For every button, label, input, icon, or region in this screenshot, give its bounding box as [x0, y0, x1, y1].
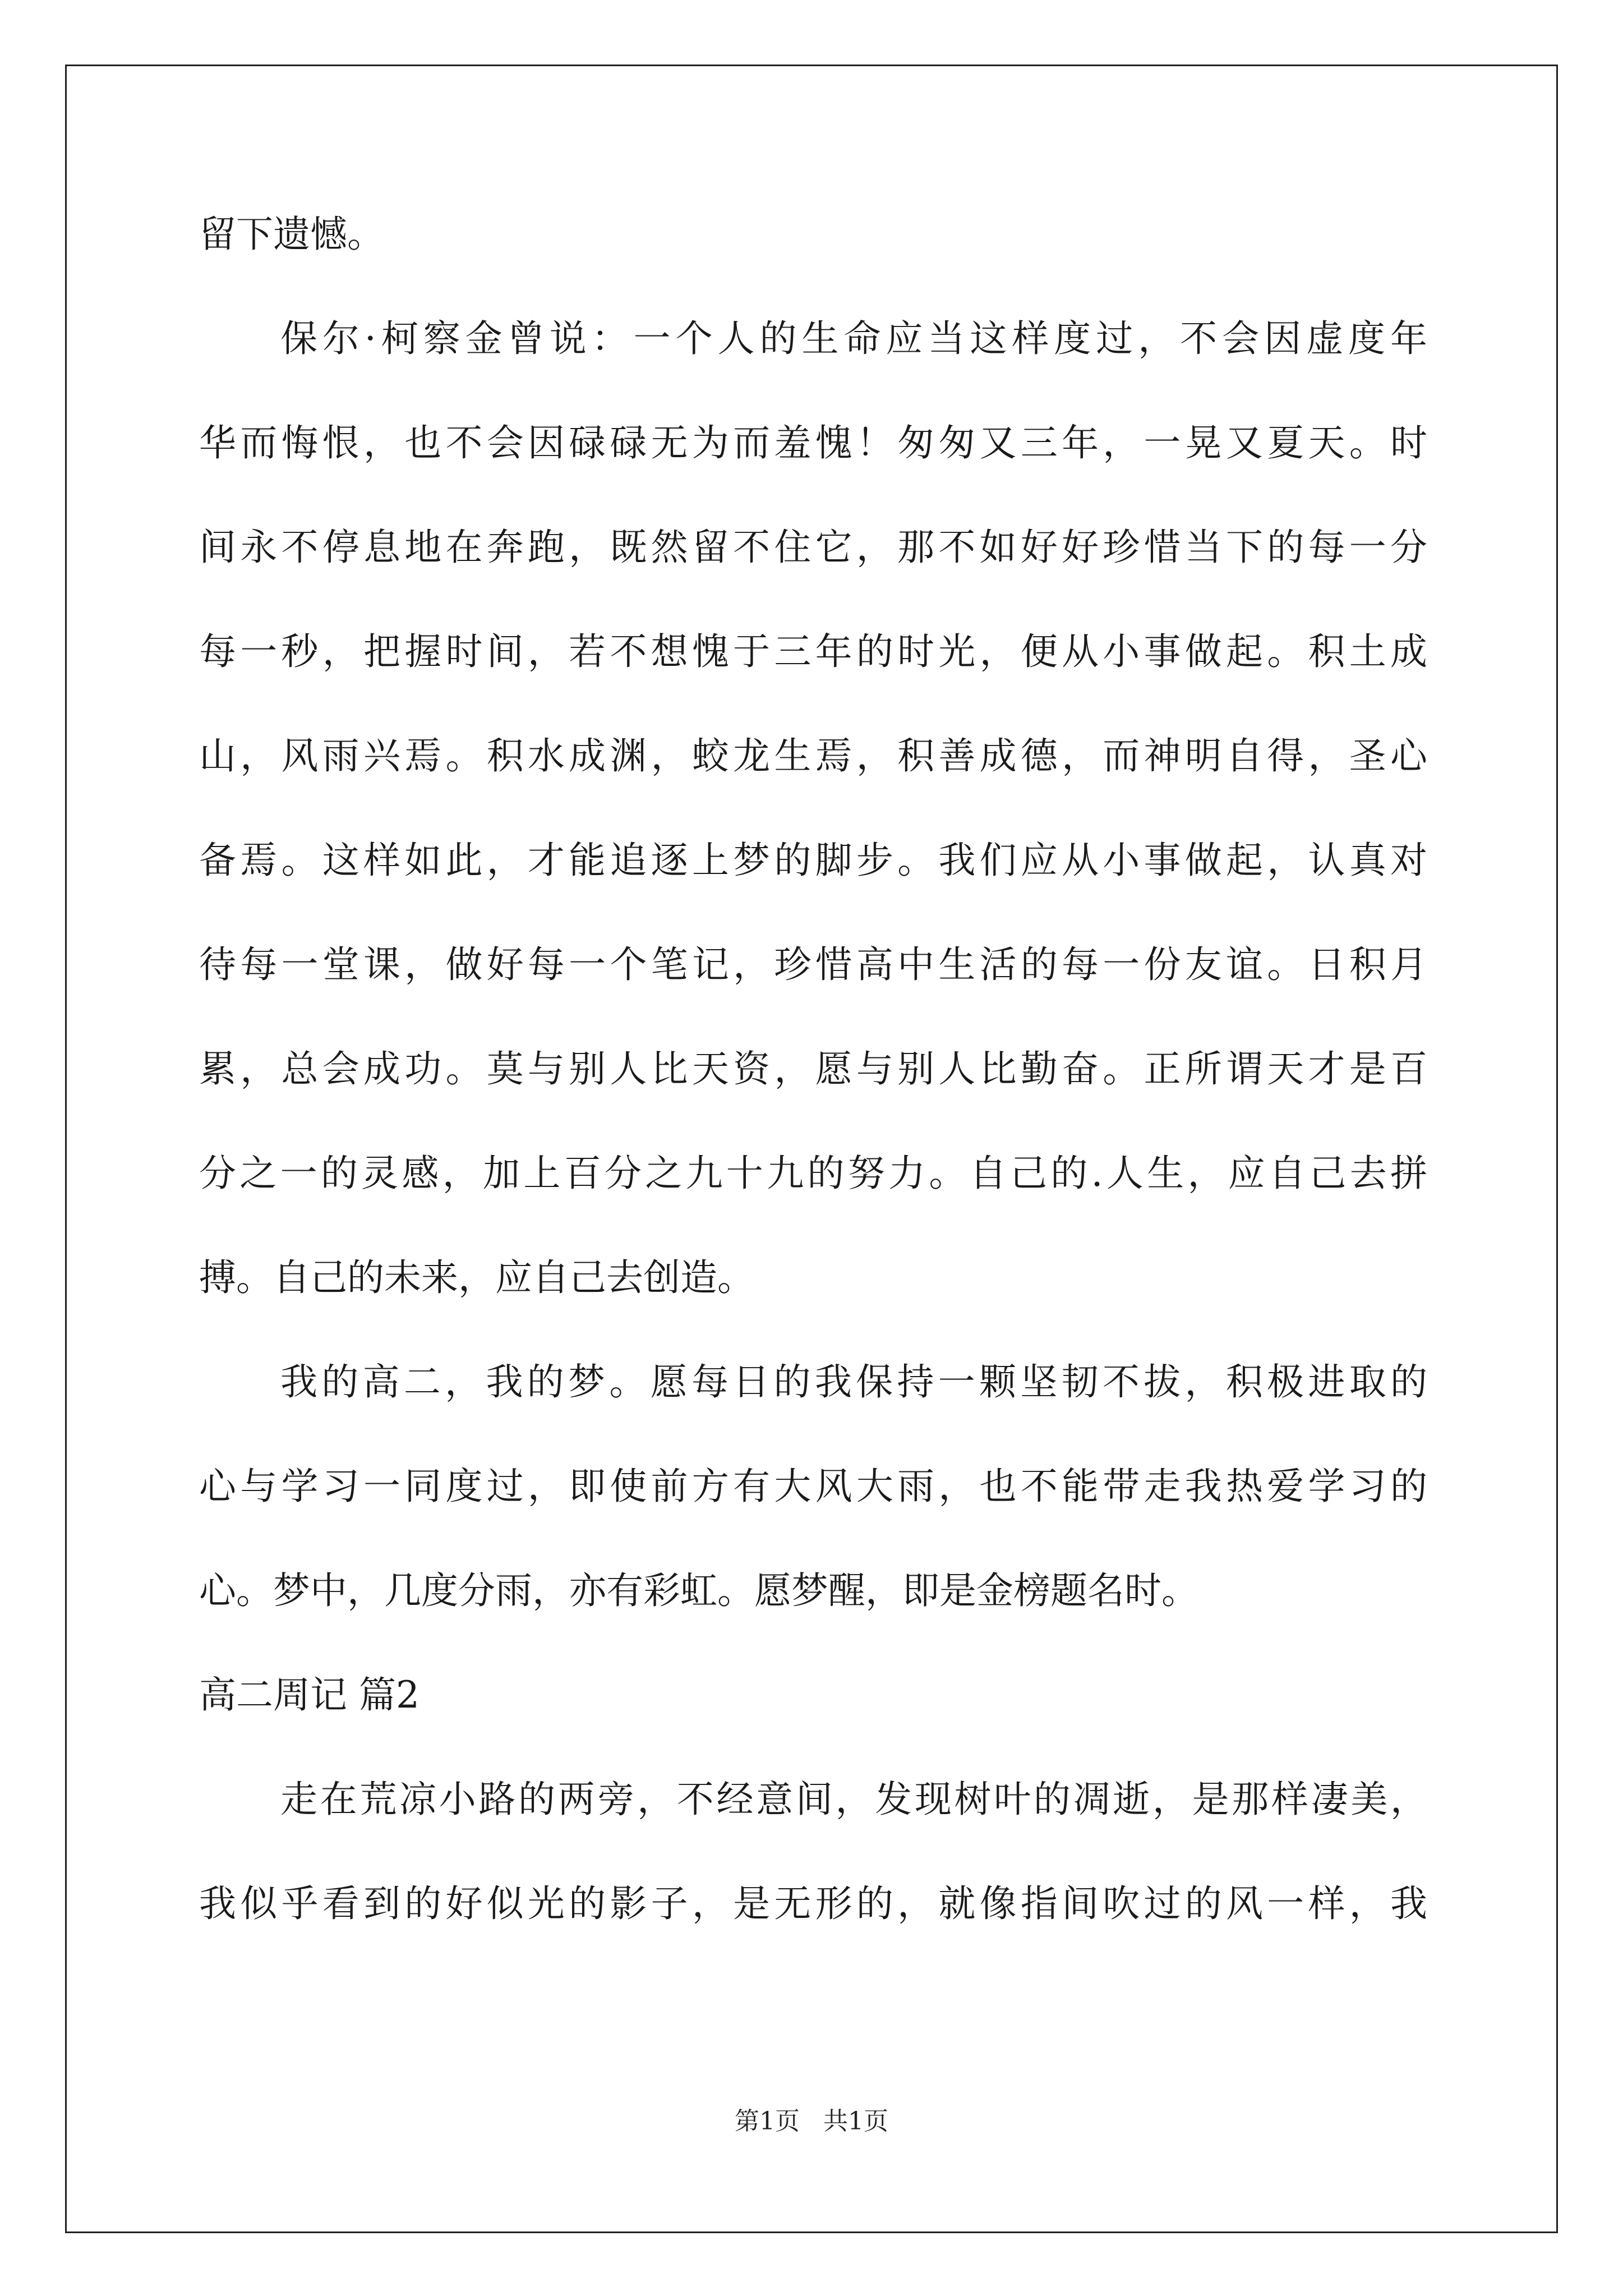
text-line: 我的高二，我的梦。愿每日的我保持一颗坚韧不拔，积极进取的: [280, 1360, 1427, 1404]
text-line: 我似乎看到的好似光的影子，是无形的，就像指间吹过的风一样，我: [199, 1882, 1427, 1925]
text-line: 分之一的灵感，加上百分之九十九的努力。自己的.人生，应自己去拼: [199, 1152, 1427, 1195]
text-line: 累，总会成功。莫与别人比天资，愿与别人比勤奋。正所谓天才是百: [199, 1047, 1427, 1091]
page-footer: [0, 2105, 1623, 2138]
text-line: 留下遗憾。: [199, 213, 384, 256]
text-line: 心。梦中，几度分雨，亦有彩虹。愿梦醒，即是金榜题名时。: [199, 1569, 1198, 1612]
text-line: 华而悔恨，也不会因碌碌无为而羞愧！匆匆又三年，一晃又夏天。时: [199, 421, 1427, 464]
page-number-label: 第1页 共1页: [735, 2107, 888, 2136]
text-line: 每一秒，把握时间，若不想愧于三年的时光，便从小事做起。积土成: [199, 630, 1427, 673]
document-body: [199, 208, 1427, 1981]
text-line: 搏。自己的未来，应自己去创造。: [199, 1256, 754, 1299]
text-line: 心与学习一同度过，即使前方有大风大雨，也不能带走我热爱学习的: [199, 1465, 1427, 1508]
text-line: 待每一堂课，做好每一个笔记，珍惜高中生活的每一份友谊。日积月: [199, 943, 1427, 986]
text-line: 备焉。这样如此，才能追逐上梦的脚步。我们应从小事做起，认真对: [199, 839, 1427, 882]
section-heading: 高二周记 篇2: [199, 1673, 419, 1717]
text-line: 山，风雨兴焉。积水成渊，蛟龙生焉，积善成德，而神明自得，圣心: [199, 734, 1427, 777]
text-line: 间永不停息地在奔跑，既然留不住它，那不如好好珍惜当下的每一分: [199, 526, 1427, 569]
text-line: 走在荒凉小路的两旁，不经意间，发现树叶的凋逝，是那样凄美，: [280, 1778, 1427, 1821]
text-line: 保尔·柯察金曾说：一个人的生命应当这样度过，不会因虚度年: [280, 317, 1427, 360]
